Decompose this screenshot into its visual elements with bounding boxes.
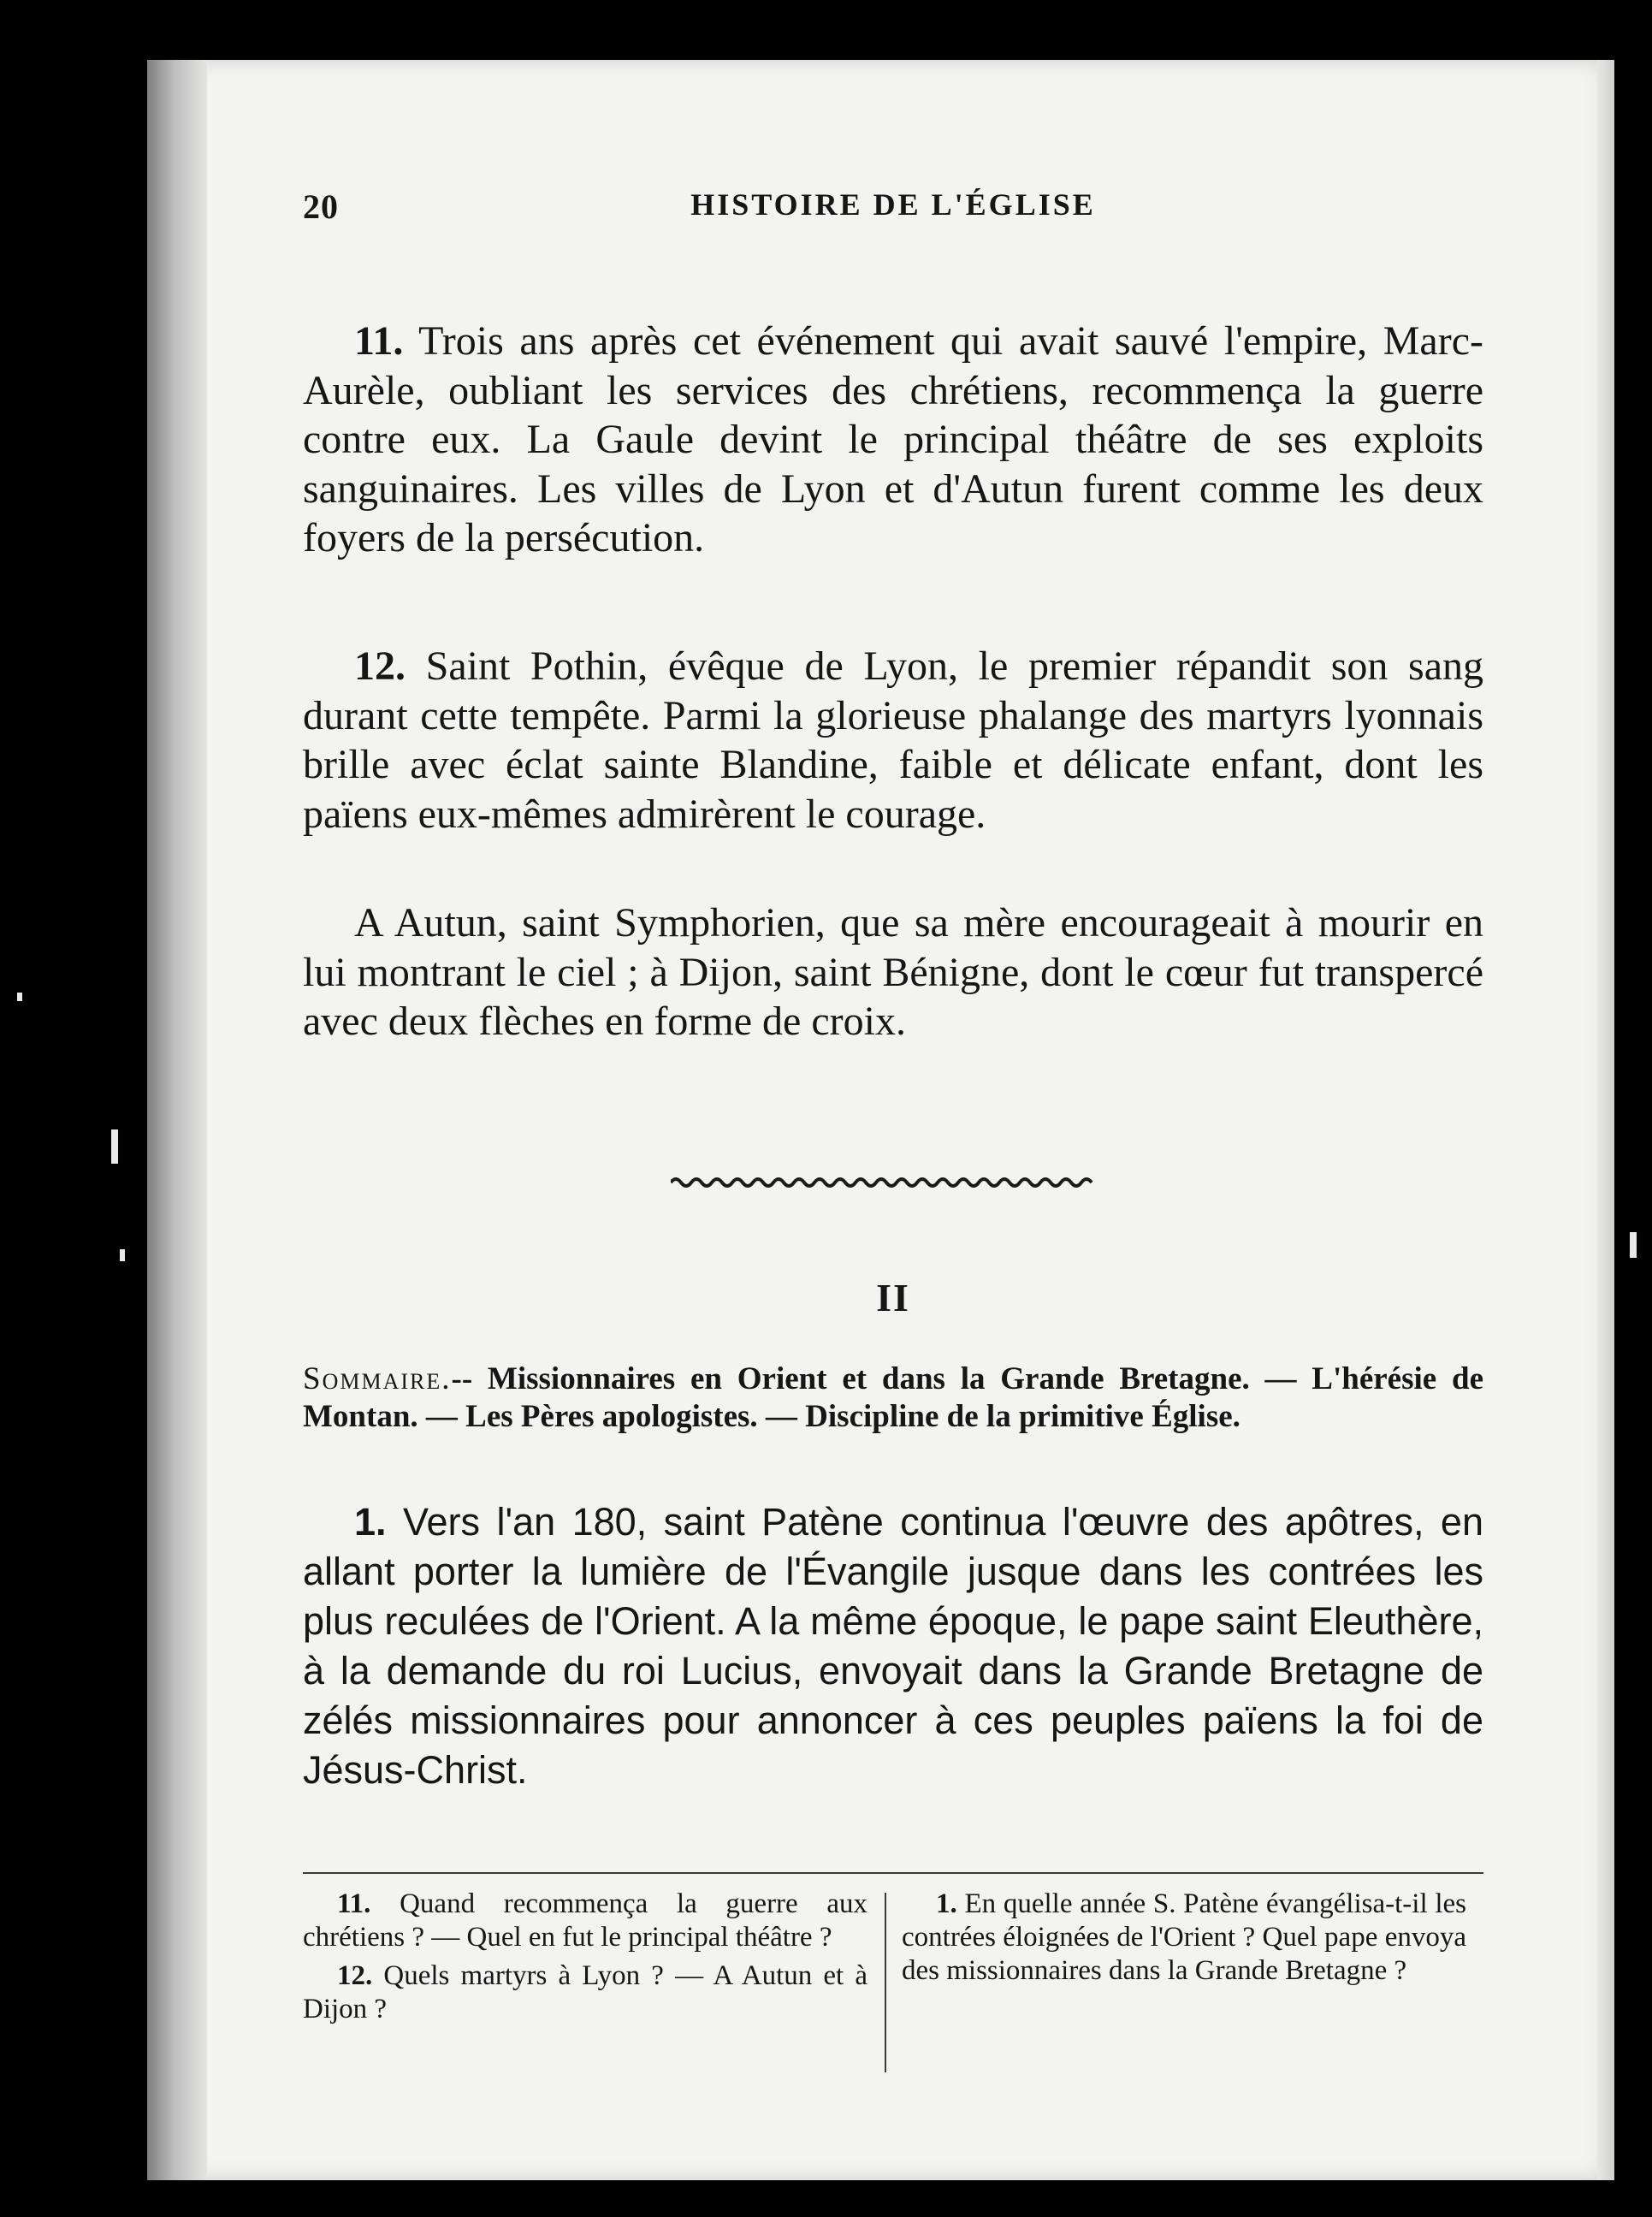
paragraph-text: Saint Pothin, évêque de Lyon, le premier répandit son sang durant cette tempête. Parmi la glorieuse phalange des martyrs lyonnais brille avec éclat sainte Blandine, faible et délicate enfant, dont les païens eux-mêmes admirèrent le courage. [303, 643, 1483, 837]
footnote-column-right [902, 1888, 1466, 1993]
paragraph-12 [303, 642, 1483, 839]
footnote-number: 12. [337, 1960, 373, 1991]
footnote-rule [303, 1872, 1483, 1874]
paragraph-text: Trois ans après cet événement qui avait sauvé l'empire, Marc-Aurèle, oubliant les services des chrétiens, recommença la guerre contre eux. La Gaule devint le principal théâtre de ses exploits sanguinaires. Les villes de Lyon et d'Autun furent comme les deux foyers de la persécution. [303, 318, 1484, 560]
footnote-text: Quels martyrs à Lyon ? — A Autun et à Dijon ? [303, 1960, 867, 2024]
footnote-column-divider [885, 1893, 886, 2072]
scan-speck [1630, 1232, 1637, 1258]
footnote-item [303, 1959, 867, 2026]
book-page [147, 60, 1614, 2180]
scan-speck [111, 1129, 118, 1164]
paragraph-text: Vers l'an 180, saint Patène continua l'œuvre des apôtres, en allant porter la lumière de l'Évangile jusque dans les contrées les plus reculées de l'Orient. A la même époque, le pape saint Eleuthère, à la demande du roi Lucius, envoyait dans la Grande Bretagne de zélés missionnaires pour annoncer à ces peuples païens la foi de Jésus-Christ. [303, 1500, 1483, 1792]
scan-speck [17, 993, 22, 1001]
running-header [303, 180, 1483, 231]
section-summary [303, 1360, 1483, 1436]
footnote-item [902, 1888, 1466, 1988]
footnote-text: En quelle année S. Patène évangélisa-t-il les contrées éloignées de l'Orient ? Quel pape envoya des missionnaires dans la Grande Bretagne ? [902, 1888, 1466, 1986]
footnote-item [303, 1888, 867, 1954]
footnotes [303, 1888, 1483, 2093]
section-heading: II [876, 1276, 910, 1319]
paragraph-number: 12. [354, 643, 406, 689]
summary-label: Sommaire. [303, 1361, 452, 1396]
page-edge [1597, 60, 1614, 2180]
page-number: 20 [303, 187, 339, 226]
footnote-text: Quand recommença la guerre aux chrétiens ? — Quel en fut le principal théâtre ? [303, 1888, 867, 1953]
paragraph-autun [303, 898, 1483, 1046]
footnote-column-left [303, 1888, 867, 2031]
footnote-number: 1. [936, 1888, 957, 1919]
running-title: HISTOIRE DE L'ÉGLISE [690, 187, 1096, 222]
summary-text: -- Missionnaires en Orient et dans la Grande Bretagne. — L'hérésie de Montan. — Les Pères apologistes. — Discipline de la primitive Église. [303, 1361, 1483, 1434]
paragraph-1 [303, 1497, 1483, 1795]
paragraph-number: 11. [354, 318, 404, 364]
wavy-separator-ornament [671, 1172, 1098, 1193]
paragraph-11 [303, 317, 1483, 563]
paragraph-text: A Autun, saint Symphorien, que sa mère encourageait à mourir en lui montrant le ciel ; à Dijon, saint Bénigne, dont le cœur fut transpercé avec deux flèches en forme de croix. [303, 900, 1483, 1044]
page-gutter-shadow [147, 60, 207, 2180]
footnote-number: 11. [337, 1888, 371, 1919]
paragraph-number: 1. [354, 1500, 387, 1544]
scan-speck [120, 1249, 125, 1261]
